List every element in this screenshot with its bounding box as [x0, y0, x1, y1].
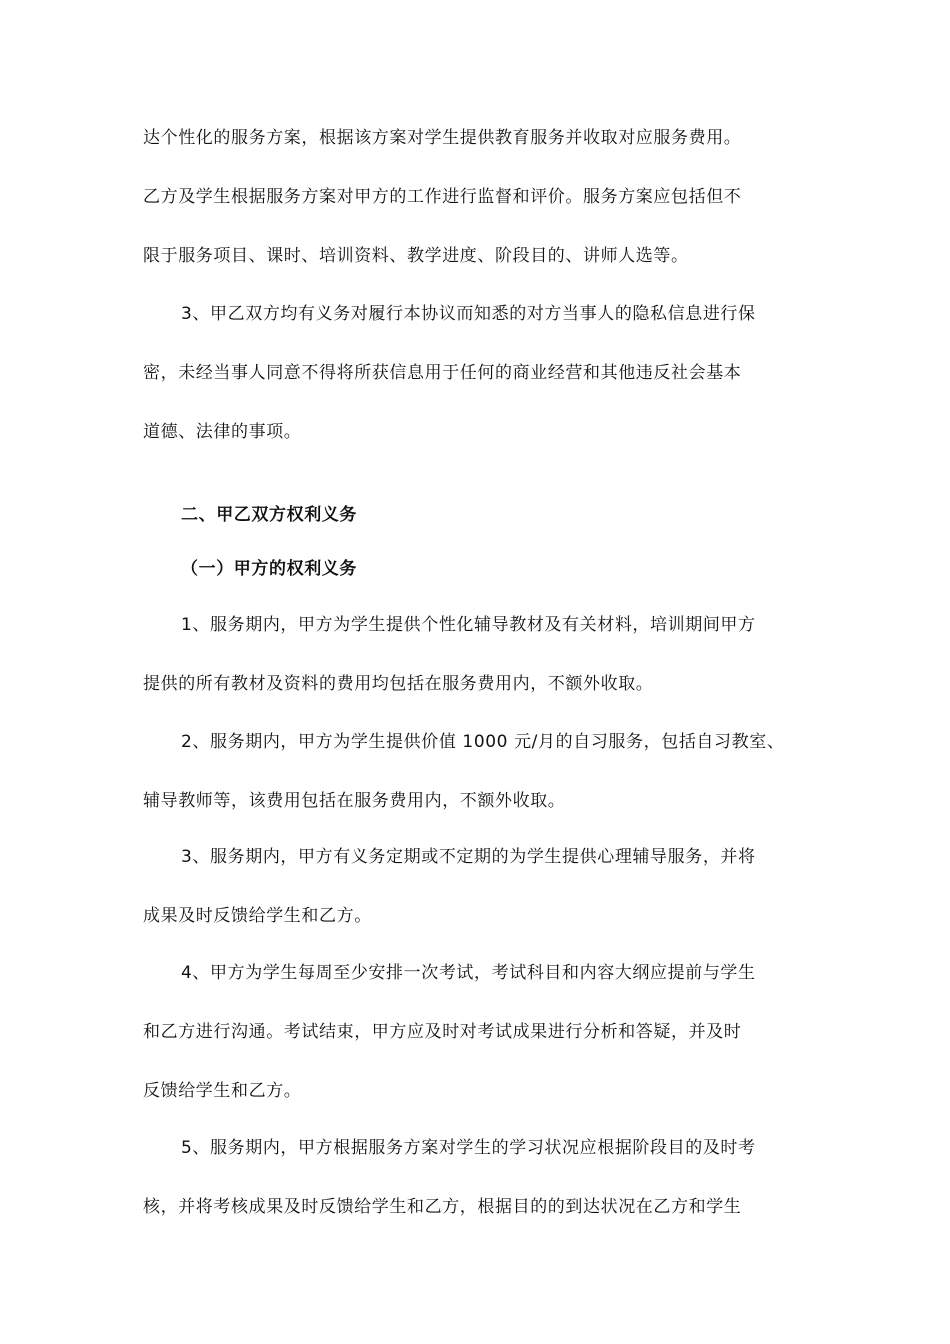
paragraph-line: 1、服务期内，甲方为学生提供个性化辅导教材及有关材料，培训期间甲方 [181, 615, 756, 635]
paragraph-line: 乙方及学生根据服务方案对甲方的工作进行监督和评价。服务方案应包括但不 [143, 187, 742, 207]
paragraph-line: 3、服务期内，甲方有义务定期或不定期的为学生提供心理辅导服务，并将 [181, 847, 756, 867]
paragraph-line: 辅导教师等，该费用包括在服务费用内，不额外收取。 [143, 791, 566, 811]
paragraph-line: 成果及时反馈给学生和乙方。 [143, 906, 372, 926]
paragraph-line: 和乙方进行沟通。考试结束，甲方应及时对考试成果进行分析和答疑，并及时 [143, 1022, 742, 1042]
paragraph-line: 达个性化的服务方案，根据该方案对学生提供教育服务并收取对应服务费用。 [143, 128, 742, 148]
paragraph-line: 2、服务期内，甲方为学生提供价值 1000 元/月的自习服务，包括自习教室、 [181, 732, 785, 752]
paragraph-line: 道德、法律的事项。 [143, 422, 302, 442]
paragraph-line: 3、甲乙双方均有义务对履行本协议而知悉的对方当事人的隐私信息进行保 [181, 304, 756, 324]
paragraph-line: 密，未经当事人同意不得将所获信息用于任何的商业经营和其他违反社会基本 [143, 363, 742, 383]
paragraph-line: 4、甲方为学生每周至少安排一次考试，考试科目和内容大纲应提前与学生 [181, 963, 756, 983]
paragraph-line: 5、服务期内，甲方根据服务方案对学生的学习状况应根据阶段目的及时考 [181, 1138, 756, 1158]
section-heading: 二、甲乙双方权利义务 [181, 505, 357, 525]
paragraph-line: 反馈给学生和乙方。 [143, 1081, 302, 1101]
paragraph-line: 核，并将考核成果及时反馈给学生和乙方，根据目的的到达状况在乙方和学生 [143, 1197, 742, 1217]
paragraph-line: 提供的所有教材及资料的费用均包括在服务费用内，不额外收取。 [143, 674, 654, 694]
subsection-heading: （一）甲方的权利义务 [181, 559, 357, 579]
paragraph-line: 限于服务项目、课时、培训资料、教学进度、阶段目的、讲师人选等。 [143, 246, 689, 266]
